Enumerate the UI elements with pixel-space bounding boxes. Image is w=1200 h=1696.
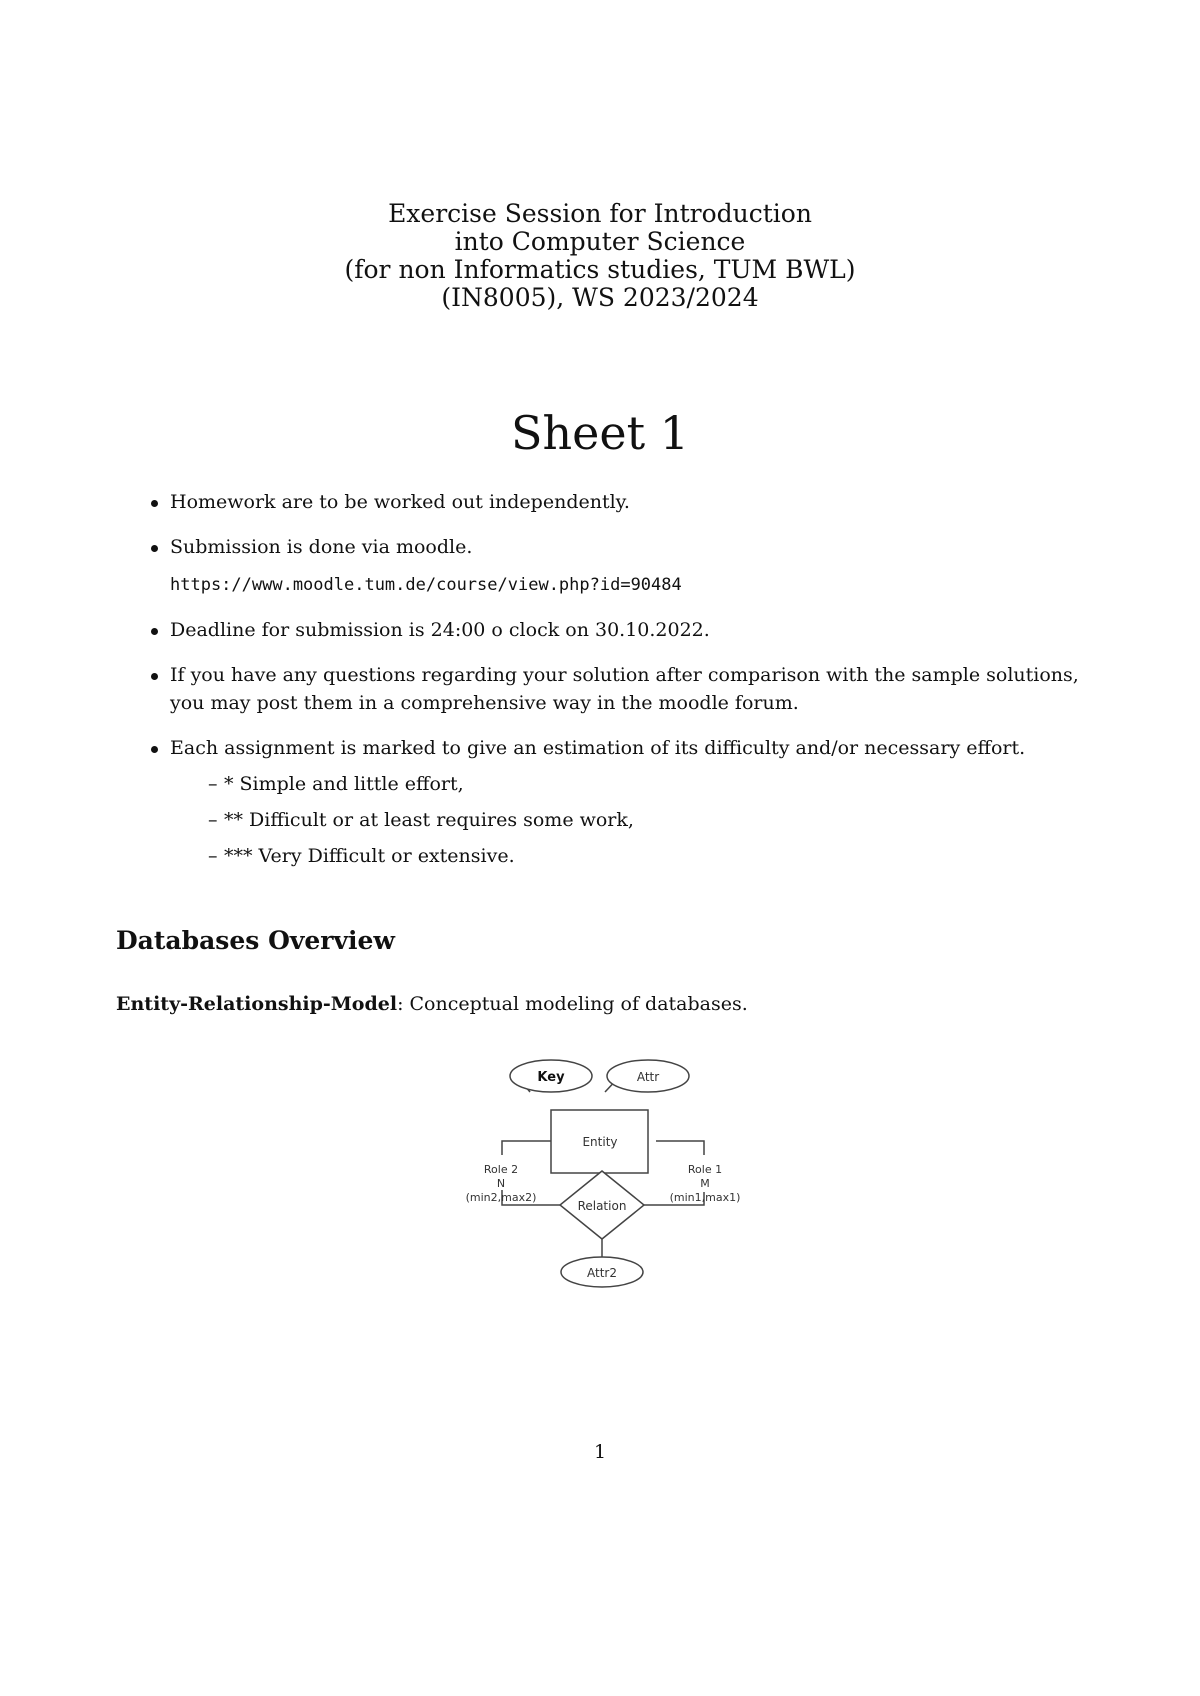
list-item-questions [147, 661, 1107, 717]
role1-connector-top [656, 1141, 704, 1155]
role2-label: Role 2 [483, 1163, 519, 1176]
header-line-1: Exercise Session for Introduction [388, 199, 812, 228]
questions-text: If you have any questions regarding your solution after comparison with the sample solutions, you may post them in a comprehensive way in the moodle forum. [170, 664, 1079, 714]
er-diagram-svg [455, 1050, 755, 1310]
section-heading: Databases Overview [116, 926, 395, 955]
sheet-title: Sheet 1 [511, 406, 689, 460]
relation-label: Relation [577, 1199, 627, 1213]
difficulty-level-2: – ** Difficult or at least requires some work, [208, 806, 1107, 834]
role1-cardinality: M [700, 1177, 710, 1190]
key-label: Key [537, 1070, 565, 1085]
difficulty-text: Each assignment is marked to give an estimation of its difficulty and/or necessary effort. [170, 737, 1026, 759]
instructions-list [147, 488, 1107, 887]
page-number: 1 [593, 1441, 607, 1463]
header-line-4: (IN8005), WS 2023/2024 [441, 283, 759, 312]
er-model-term: Entity-Relationship-Model [116, 993, 398, 1015]
list-item-submission [147, 533, 1107, 599]
er-model-description: : Conceptual modeling of databases. [397, 993, 748, 1015]
submission-link[interactable]: https://www.moodle.tum.de/course/view.php?id=90484 [170, 575, 682, 595]
role1-minmax: (min1,max1) [669, 1191, 741, 1204]
difficulty-level-3: – *** Very Difficult or extensive. [208, 842, 1107, 870]
attr2-label: Attr2 [587, 1266, 617, 1280]
attr-label: Attr [636, 1070, 660, 1084]
submission-text: Submission is done via moodle. [170, 536, 473, 558]
er-diagram [455, 1050, 755, 1310]
difficulty-level-1: – * Simple and little effort, [208, 770, 1107, 798]
entity-label: Entity [582, 1135, 618, 1149]
header-line-3: (for non Informatics studies, TUM BWL) [344, 255, 856, 284]
role2-connector-top [502, 1141, 555, 1155]
list-item-homework [147, 488, 1107, 516]
role2-minmax: (min2,max2) [465, 1191, 537, 1204]
list-item-deadline [147, 616, 1107, 644]
er-model-paragraph [116, 990, 748, 1018]
homework-text: Homework are to be worked out independently. [170, 491, 630, 513]
list-item-difficulty [147, 734, 1107, 870]
role2-cardinality: N [496, 1177, 506, 1190]
difficulty-levels-list [170, 770, 1107, 870]
header-line-2: into Computer Science [454, 227, 746, 256]
deadline-text: Deadline for submission is 24:00 o clock on 30.10.2022. [170, 619, 710, 641]
role1-label: Role 1 [687, 1163, 723, 1176]
course-header [0, 200, 1200, 312]
